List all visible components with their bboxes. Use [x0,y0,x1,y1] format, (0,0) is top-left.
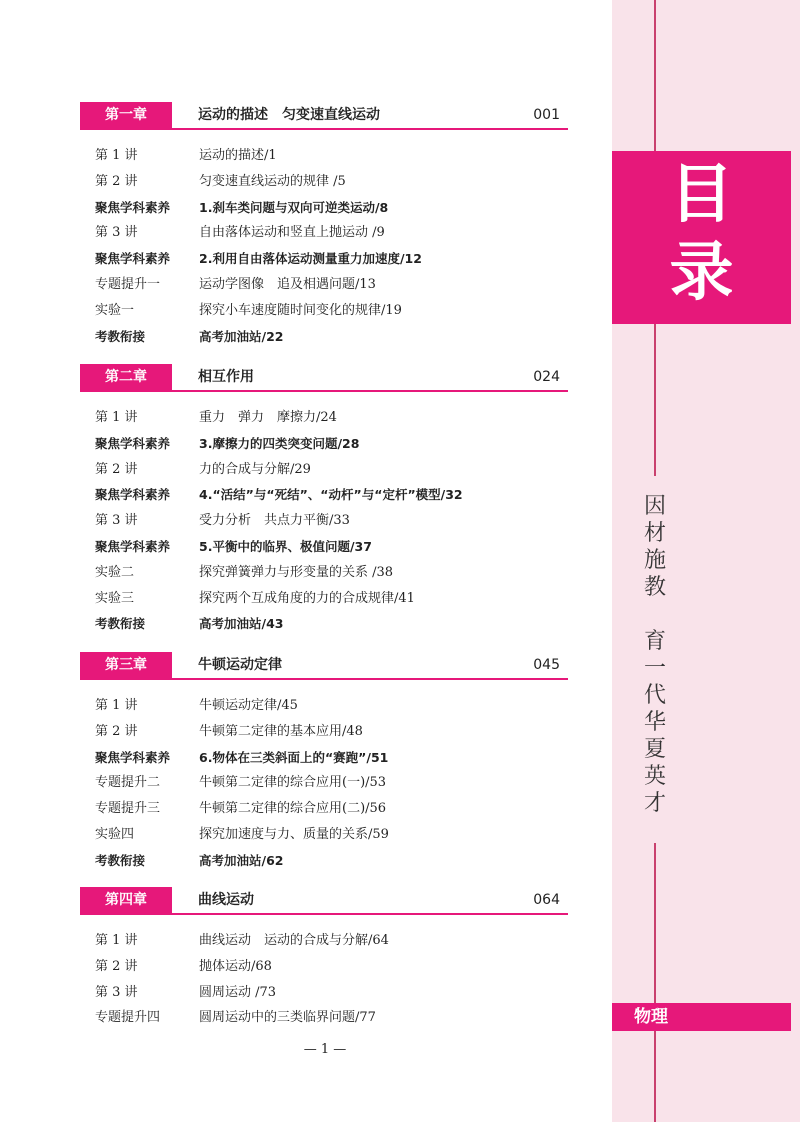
toc-entry[interactable] [95,1006,575,1030]
toc-entry-title: 牛顿运动定律/45 [199,698,298,713]
toc-entry-label: 实验一 [95,302,135,318]
toc-entry-title: 5.平衡中的临界、极值问题/37 [199,539,372,554]
toc-entry-title: 6.物体在三类斜面上的“赛跑”/51 [199,749,389,765]
toc-entry[interactable] [95,221,575,245]
toc-entry-title: 受力分析 共点力平衡/33 [199,513,350,529]
chapter-header[interactable] [80,652,568,680]
toc-entry-label: 聚焦学科素养 [95,435,171,451]
chapter-page-number: 001 [533,107,560,123]
sidebar-divider-line [654,843,656,1003]
toc-entry-label: 第 3 讲 [95,984,138,1000]
toc-entry-title: 重力 弹力 摩擦力/24 [199,410,337,425]
chapter-label: 第三章 [80,652,172,678]
toc-entry[interactable] [95,929,575,953]
toc-entry-label: 聚焦学科素养 [95,251,171,267]
toc-entry-title: 牛顿第二定律的基本应用/48 [199,723,363,739]
toc-entry[interactable] [95,955,575,979]
toc-entry-label: 第 2 讲 [95,723,138,739]
toc-entry-label: 专题提升三 [95,801,161,817]
toc-entry[interactable] [95,720,575,744]
toc-entry-title: 1.刹车类问题与双向可逆类运动/8 [199,199,389,215]
chapter-title: 牛顿运动定律 [198,657,282,673]
chapter-label: 第二章 [80,364,172,390]
sidebar-divider-line [654,324,656,476]
chapter-page-number: 045 [533,657,560,673]
toc-entry-label: 第 3 讲 [95,513,138,529]
toc-entry-label: 第 2 讲 [95,958,138,974]
toc-entry-label: 第 1 讲 [95,933,138,948]
toc-entry[interactable] [95,746,575,770]
toc-entry[interactable] [95,247,575,271]
toc-entry-title: 运动学图像 追及相遇问题/13 [199,277,376,292]
toc-entry[interactable] [95,196,575,220]
toc-entry[interactable] [95,458,575,482]
toc-entry-label: 专题提升二 [95,775,161,791]
toc-entry-title: 探究两个互成角度的力的合成规律/41 [199,590,415,606]
toc-entry-label: 考教衔接 [95,328,146,344]
toc-entry[interactable] [95,406,575,430]
toc-entry[interactable] [95,483,575,507]
toc-entry-label: 考教衔接 [95,616,146,632]
chapter-title: 运动的描述 匀变速直线运动 [198,107,380,123]
toc-entry-label: 聚焦学科素养 [95,749,171,765]
contents-title-char: 录 [669,236,734,310]
toc-entry[interactable] [95,144,575,168]
toc-entry-title: 曲线运动 运动的合成与分解/64 [199,933,389,948]
toc-entry-label: 实验二 [95,564,135,580]
page-number: — 1 — [303,1042,347,1057]
toc-entry-label: 专题提升四 [95,1010,161,1026]
chapter-header[interactable] [80,887,568,915]
toc-entry-label: 第 1 讲 [95,148,138,163]
toc-entry-title: 匀变速直线运动的规律 /5 [199,173,346,189]
toc-entry-label: 第 2 讲 [95,461,138,477]
toc-entry-label: 第 1 讲 [95,698,138,713]
toc-entry-label: 聚焦学科素养 [95,539,171,554]
toc-entry-title: 2.利用自由落体运动测量重力加速度/12 [199,251,422,267]
toc-entry-title: 探究加速度与力、质量的关系/59 [199,827,389,842]
toc-entry-label: 实验四 [95,827,135,842]
chapter-header[interactable] [80,364,568,392]
chapter-page-number: 024 [533,369,560,385]
toc-entry[interactable] [95,535,575,559]
toc-entry-title: 牛顿第二定律的综合应用(二)/56 [199,801,387,817]
toc-entry-title: 高考加油站/43 [199,616,284,632]
chapter-label: 第四章 [80,887,172,913]
toc-entry-label: 专题提升一 [95,277,161,292]
toc-entry-title: 高考加油站/62 [199,852,284,868]
toc-entry[interactable] [95,849,575,873]
toc-entry-title: 抛体运动/68 [199,958,272,974]
toc-entry[interactable] [95,981,575,1005]
subject-badge [612,1003,791,1031]
toc-entry-label: 考教衔接 [95,852,146,868]
toc-entry-title: 高考加油站/22 [199,328,284,344]
toc-entry-label: 第 3 讲 [95,225,138,241]
toc-entry[interactable] [95,509,575,533]
toc-entry-title: 力的合成与分解/29 [199,461,311,477]
toc-entry-title: 运动的描述/1 [199,148,277,163]
toc-entry[interactable] [95,299,575,323]
chapter-title: 相互作用 [198,369,254,385]
toc-entry[interactable] [95,823,575,847]
toc-entry-title: 圆周运动 /73 [199,984,277,1000]
toc-entry-label: 第 1 讲 [95,410,138,425]
toc-entry[interactable] [95,587,575,611]
chapter-page-number: 064 [533,892,560,908]
toc-entry-title: 探究小车速度随时间变化的规律/19 [199,302,402,318]
toc-entry[interactable] [95,694,575,718]
toc-entry-label: 聚焦学科素养 [95,199,171,215]
toc-entry-title: 牛顿第二定律的综合应用(一)/53 [199,775,387,791]
toc-entry-label: 聚焦学科素养 [95,487,171,503]
toc-entry[interactable] [95,273,575,297]
toc-entry-title: 3.摩擦力的四类突变问题/28 [199,435,360,451]
contents-title-block [612,151,791,324]
toc-entry[interactable] [95,432,575,456]
toc-entry-title: 4.“活结”与“死结”、“动杆”与“定杆”模型/32 [199,487,463,503]
subject-label: 物理 [634,1007,668,1027]
toc-entry-title: 圆周运动中的三类临界问题/77 [199,1010,376,1026]
toc-entry[interactable] [95,561,575,585]
chapter-label: 第一章 [80,102,172,128]
chapter-header[interactable] [80,102,568,130]
toc-entry[interactable] [95,170,575,194]
toc-entry[interactable] [95,325,575,349]
toc-entry-label: 第 2 讲 [95,173,138,189]
contents-title-char: 目 [669,158,734,232]
toc-entry[interactable] [95,612,575,636]
sidebar-divider-line [654,1031,656,1122]
toc-entry[interactable] [95,797,575,821]
toc-entry[interactable] [95,771,575,795]
sidebar-divider-line [654,0,656,151]
toc-entry-title: 探究弹簧弹力与形变量的关系 /38 [199,564,394,580]
toc-entry-title: 自由落体运动和竖直上抛运动 /9 [199,225,385,241]
toc-entry-label: 实验三 [95,590,135,606]
sidebar-slogan: 因 材 施 教 育 一 代 华 夏 英 才 [643,494,666,816]
chapter-title: 曲线运动 [198,892,254,908]
